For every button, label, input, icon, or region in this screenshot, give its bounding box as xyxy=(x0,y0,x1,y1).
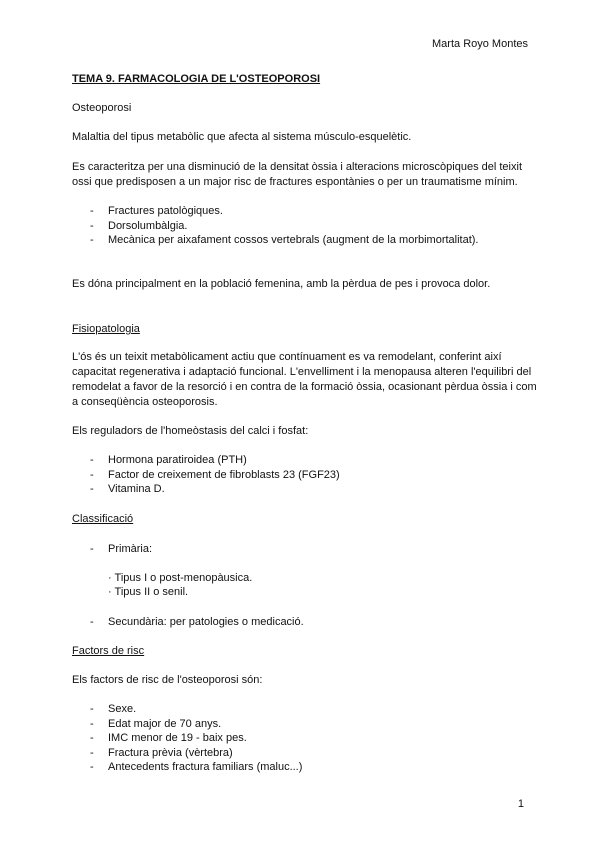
description-paragraph: Es caracteritza per una disminució de la densitat òssia i alteracions microscòpiques del teixit ossi que predisposen a un major risc de fractures espontànies o per un traumatisme mínim. xyxy=(72,161,522,188)
factors-intro: Els factors de risc de l'osteoporosi són: xyxy=(72,674,263,686)
list-item: - Primària: xyxy=(90,542,152,557)
classification-type-2: · Tipus II o senil. xyxy=(108,586,189,598)
page-title: TEMA 9. FARMACOLOGIA DE L'OSTEOPOROSI xyxy=(72,73,321,85)
author-name: Marta Royo Montes xyxy=(432,38,528,50)
list-item: - IMC menor de 19 - baix pes. xyxy=(90,731,302,746)
definition-paragraph: Malaltia del tipus metabòlic que afecta al sistema músculo-esquelètic. xyxy=(72,131,412,143)
symptoms-list xyxy=(90,204,479,248)
list-item: - Secundària: per patologies o medicació. xyxy=(90,615,304,630)
section-subtitle: Osteoporosi xyxy=(72,102,132,114)
list-item: - Fractures patològiques. xyxy=(90,204,479,219)
classificacio-heading: Classificació xyxy=(72,513,134,525)
list-item: - Mecànica per aixafament cossos vertebrals (augment de la morbimortalitat). xyxy=(90,233,479,248)
regulators-intro: Els reguladors de l'homeòstasis del calci i fosfat: xyxy=(72,425,309,437)
list-item: - Dorsolumbàlgia. xyxy=(90,219,479,234)
fisiopatologia-paragraph: L'ós és un teixit metabòlicament actiu que contínuament es va remodelant, conferint així capacitat regenerativa i adaptació funcional. L'envelliment i la menopausa alteren l'equilibri del remodelat a favor de la resorció i en contra de la formació òssia, ocasionant pèrdua òssia i com a conseqüència osteoporosis. xyxy=(72,351,537,408)
list-item: - Vitamina D. xyxy=(90,482,340,497)
classification-secondary xyxy=(90,615,304,630)
regulators-list xyxy=(90,453,340,497)
list-item: - Antecedents fractura familiars (maluc...) xyxy=(90,760,302,775)
factors-heading: Factors de risc xyxy=(72,645,145,657)
list-item: - Hormona paratiroidea (PTH) xyxy=(90,453,340,468)
fisiopatologia-heading: Fisiopatologia xyxy=(72,323,140,335)
population-paragraph: Es dóna principalment en la població femenina, amb la pèrdua de pes i provoca dolor. xyxy=(72,278,491,290)
list-item: - Sexe. xyxy=(90,702,302,717)
classification-type-1: · Tipus I o post-menopàusica. xyxy=(108,572,253,584)
list-item: - Factor de creixement de fibroblasts 23 (FGF23) xyxy=(90,468,340,483)
classification-primary xyxy=(90,542,152,557)
list-item: - Fractura prèvia (vèrtebra) xyxy=(90,746,302,761)
list-item: - Edat major de 70 anys. xyxy=(90,717,302,732)
risk-factors-list xyxy=(90,702,302,775)
page-number: 1 xyxy=(517,798,524,810)
